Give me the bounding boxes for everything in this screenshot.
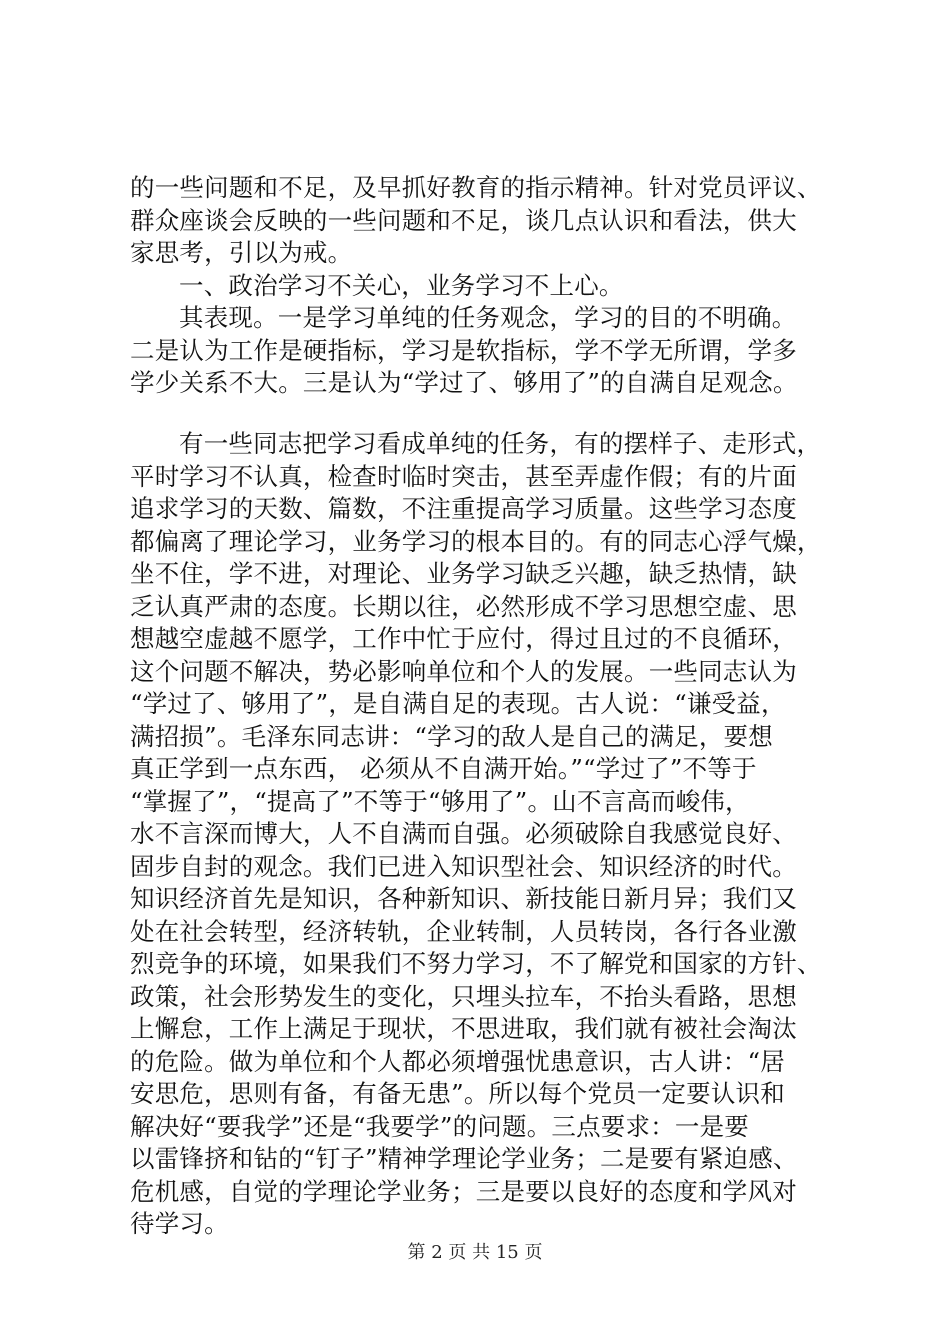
text-line: 政策，社会形势发生的变化，只埋头拉车，不抬头看路，思想 — [130, 981, 797, 1011]
text-line: 知识经济首先是知识，各种新知识、新技能日新月异；我们又 — [130, 884, 797, 913]
text-line: 想越空虚越不愿学，工作中忙于应付，得过且过的不良循环， — [130, 624, 797, 653]
text-block-main — [130, 428, 835, 1241]
text-line: 水不言深而博大，人不自满而自强。必须破除自我感觉良好、 — [130, 819, 797, 848]
page-footer: 第 2 页 共 15 页 — [407, 1242, 543, 1263]
text-line: 处在社会转型，经济转轨，企业转制，人员转岗，各行各业激 — [130, 916, 797, 946]
text-line: 乏认真严肃的态度。长期以往，必然形成不学习思想空虚、思 — [130, 591, 797, 621]
text-line: 待学习。 — [130, 1209, 229, 1238]
text-line: 有一些同志把学习看成单纯的任务，有的摆样子、走形式， — [179, 429, 822, 458]
text-line: 的一些问题和不足，及早抓好教育的指示精神。针对党员评议、 — [130, 173, 822, 202]
text-line: “学过了、够用了”，是自满自足的表现。古人说：“谦受益， — [130, 689, 786, 718]
section-heading: 一、政治学习不关心，业务学习不上心。 — [179, 270, 624, 300]
text-line: 烈竞争的环境，如果我们不努力学习，不了解党和国家的方针、 — [130, 949, 822, 978]
text-line: 群众座谈会反映的一些问题和不足，谈几点认识和看法，供大 — [130, 205, 797, 235]
text-line: 的危险。做为单位和个人都必须增强忧患意识，古人讲：“居 — [130, 1046, 785, 1076]
text-line: 都偏离了理论学习，业务学习的根本目的。有的同志心浮气燥， — [130, 526, 822, 556]
text-line: 上懈怠，工作上满足于现状，不思进取，我们就有被社会淘汰 — [130, 1014, 797, 1043]
text-line: 平时学习不认真，检查时临时突击，甚至弄虚作假；有的片面 — [130, 461, 797, 491]
text-line: 以雷锋挤和钻的“钉子”精神学理论学业务；二是要有紧迫感、 — [130, 1144, 798, 1173]
text-line: 其表现。一是学习单纯的任务观念，学习的目的不明确。 — [179, 303, 797, 332]
text-line: 追求学习的天数、篇数，不注重提高学习质量。这些学习态度 — [130, 494, 797, 523]
text-line: 危机感，自觉的学理论学业务；三是要以良好的态度和学风对 — [130, 1176, 797, 1206]
text-line: 真正学到一点东西， 必须从不自满开始。”“学过了”不等于 — [130, 754, 757, 783]
text-line: “掌握了”，“提高了”不等于“够用了”。山不言高而峻伟， — [130, 786, 750, 816]
text-line: 坐不住，学不进，对理论、业务学习缺乏兴趣，缺乏热情，缺 — [130, 559, 797, 588]
text-line: 这个问题不解决，势必影响单位和个人的发展。一些同志认为 — [130, 656, 797, 686]
text-line: 安思危，思则有备，有备无患”。所以每个党员一定要认识和 — [130, 1079, 785, 1108]
text-line: 固步自封的观念。我们已进入知识型社会、知识经济的时代。 — [130, 851, 797, 881]
text-line: 学少关系不大。三是认为“学过了、够用了”的自满自足观念。 — [130, 368, 798, 397]
text-line: 二是认为工作是硬指标，学习是软指标，学不学无所谓，学多 — [130, 335, 797, 365]
text-line: 家思考，引以为戒。 — [130, 238, 353, 267]
text-line: 解决好“要我学”还是“我要学”的问题。三点要求：一是要 — [130, 1111, 749, 1141]
text-block-top — [130, 172, 835, 400]
text-line: 满招损”。毛泽东同志讲：“学习的敌人是自己的满足，要想 — [130, 721, 773, 751]
